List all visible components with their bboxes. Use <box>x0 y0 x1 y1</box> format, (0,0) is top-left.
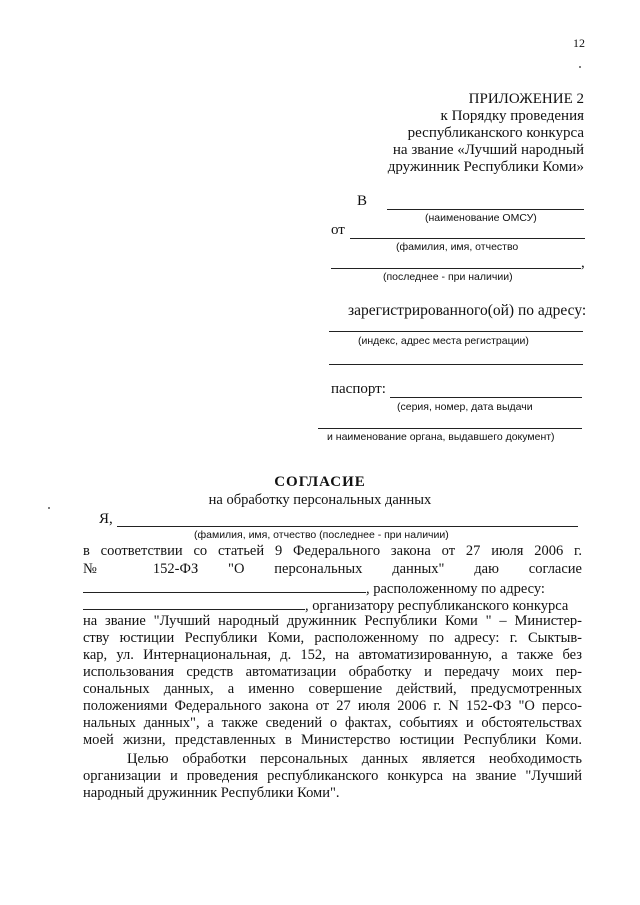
body-line: народный дружинник Республики Коми". <box>83 785 340 801</box>
registered-label: зарегистрированного(ой) по адресу: <box>348 302 587 319</box>
passport-field-line[interactable] <box>390 397 582 398</box>
consent-title: СОГЛАСИЕ <box>274 474 366 490</box>
body-line: в соответствии со статьей 9 Федерального закона от 27 июля 2006 г. <box>83 543 582 559</box>
address-field-line[interactable] <box>329 331 583 332</box>
comma: , <box>581 255 585 271</box>
applicant-name-caption: (фамилия, имя, отчество (последнее - при наличии) <box>194 529 449 541</box>
scan-speck <box>579 66 581 68</box>
body-line: положениями Федерального закона от 27 июля 2006 г. N 152-ФЗ "О персо- <box>83 698 582 714</box>
i-label: Я, <box>99 511 113 527</box>
omsu-caption: (наименование ОМСУ) <box>425 212 537 224</box>
address-caption: (индекс, адрес места регистрации) <box>358 335 529 347</box>
body-line: использования средств автоматизации обработку и передачу моих пер- <box>83 664 582 680</box>
passport-field-line-2[interactable] <box>318 428 582 429</box>
appendix-line: дружинник Республики Коми» <box>387 159 584 175</box>
body-line: ству юстиции Республики Коми, расположенному по адресу: г. Сыктыв- <box>83 630 582 646</box>
fio-field-line[interactable] <box>350 238 585 239</box>
from-label: от <box>331 222 345 238</box>
body-line: сональных данных, а именно совершение действий, предусмотренных <box>83 681 582 697</box>
passport-caption: (серия, номер, дата выдачи <box>397 401 533 413</box>
to-label: В <box>357 193 368 209</box>
body-line: организации и проведения республиканского конкурса на звание "Лучший <box>83 768 582 784</box>
body-line: нальных данных", а также сведений о фактах, событиях и обстоятельствах <box>83 715 582 731</box>
passport-caption-2: и наименование органа, выдавшего документ) <box>327 431 555 443</box>
body-line-text: , организатору республиканского конкурса <box>305 598 569 614</box>
applicant-name-line[interactable] <box>117 526 578 527</box>
omsu-field-line[interactable] <box>387 209 584 210</box>
appendix-title: ПРИЛОЖЕНИЕ 2 <box>468 91 584 107</box>
consent-subtitle: на обработку персональных данных <box>208 492 432 508</box>
body-line: на звание "Лучший народный дружинник Республики Коми " – Министер- <box>83 613 582 629</box>
fio-caption: (фамилия, имя, отчество <box>396 241 519 253</box>
body-line-text: , расположенному по адресу: <box>366 581 545 597</box>
organization-field-line[interactable] <box>83 579 366 593</box>
appendix-line: республиканского конкурса <box>407 125 584 141</box>
appendix-line: на звание «Лучший народный <box>392 142 584 158</box>
fio-field-line-2[interactable] <box>331 268 581 269</box>
body-line: № 152-ФЗ "О персональных данных" даю согласие <box>83 561 582 577</box>
body-line: Целью обработки персональных данных является необходимость <box>127 751 582 767</box>
body-line: моей жизни, представленных в Министерство юстиции Республики Коми. <box>83 732 582 748</box>
page-number: 12 <box>573 36 585 50</box>
passport-label: паспорт: <box>331 381 386 397</box>
appendix-header <box>388 91 584 176</box>
appendix-line: к Порядку проведения <box>440 108 584 124</box>
fio-caption-2: (последнее - при наличии) <box>383 271 513 283</box>
address-field-line-2[interactable] <box>329 364 583 365</box>
organization-address-field-line[interactable] <box>83 596 305 610</box>
body-line: кар, ул. Интернациональная, д. 152, на автоматизированную, а также без <box>83 647 582 663</box>
